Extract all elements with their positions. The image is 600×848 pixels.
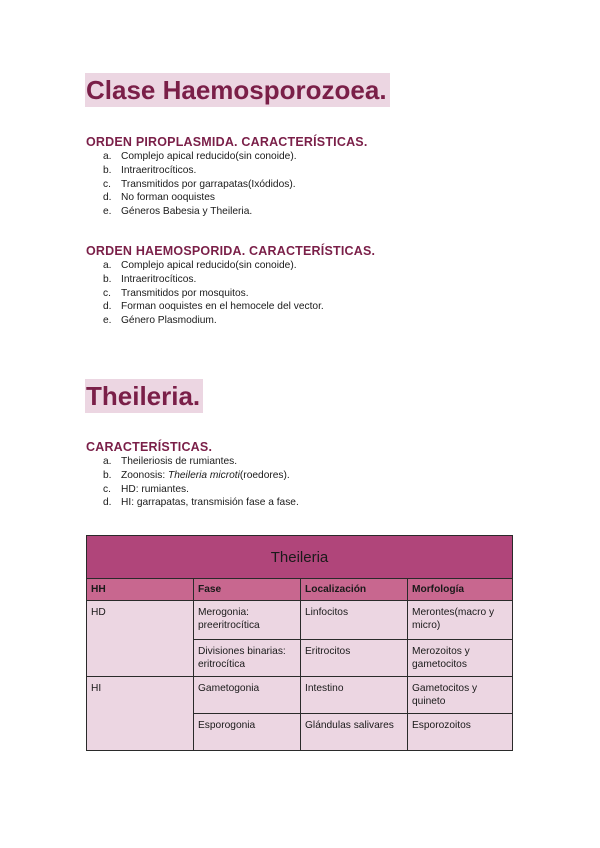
cell-morfologia: Merontes(macro y micro) [408, 601, 513, 640]
cell-morfologia: Esporozoitos [408, 714, 513, 751]
cell-fase: Gametogonia [194, 677, 301, 714]
title-clase-haemosporozoea: Clase Haemosporozoea. [85, 73, 390, 107]
table-row [87, 601, 513, 640]
cell-morfologia: Gametocitos y quineto [408, 677, 513, 714]
list-item: c. Transmitidos por mosquitos. [103, 287, 249, 299]
col-header-morfologia: Morfología [408, 579, 513, 601]
list-piroplasmida [86, 150, 297, 219]
list-item: b. Intraeritrocíticos. [103, 164, 197, 176]
list-item: d. HI: garrapatas, transmisión fase a fase. [103, 497, 299, 509]
cell-hh: HD [87, 601, 194, 677]
cell-localizacion: Glándulas salivares [301, 714, 408, 751]
list-item: a. Theileriosis de rumiantes. [103, 456, 238, 467]
list-item: d. Forman ooquistes en el hemocele del vector. [103, 301, 324, 313]
cell-localizacion: Intestino [301, 677, 408, 714]
col-header-fase: Fase [194, 579, 301, 601]
list-item: e. Géneros Babesia y Theileria. [103, 206, 253, 218]
list-item: c. HD: rumiantes. [103, 483, 189, 495]
heading-caracteristicas: CARACTERÍSTICAS. [86, 440, 213, 454]
list-item: c. Transmitidos por garrapatas(Ixódidos). [103, 178, 296, 190]
list-theileria [86, 455, 299, 510]
cell-localizacion: Linfocitos [301, 601, 408, 640]
list-item: d. No forman ooquistes [103, 192, 216, 204]
list-item: a. Complejo apical reducido(sin conoide). [103, 260, 297, 271]
theileria-table [86, 535, 513, 751]
italic-species-name: Theileria microti [168, 469, 240, 481]
cell-morfologia: Merozoitos y gametocitos [408, 640, 513, 677]
heading-orden-piroplasmida: ORDEN PIROPLASMIDA. CARACTERÍSTICAS. [86, 135, 368, 149]
table-title: Theileria [87, 536, 513, 579]
list-item: e. Género Plasmodium. [103, 315, 217, 327]
cell-fase: Esporogonia [194, 714, 301, 751]
cell-hh: HI [87, 677, 194, 751]
col-header-localizacion: Localización [301, 579, 408, 601]
cell-fase: Divisiones binarias: eritrocítica [194, 640, 301, 677]
list-haemosporida [86, 259, 324, 328]
col-header-hh: HH [87, 579, 194, 601]
cell-fase: Merogonia: preeritrocítica [194, 601, 301, 640]
cell-localizacion: Eritrocitos [301, 640, 408, 677]
list-item: b. Intraeritrocíticos. [103, 273, 197, 285]
table-row [87, 677, 513, 714]
heading-orden-haemosporida: ORDEN HAEMOSPORIDA. CARACTERÍSTICAS. [86, 244, 376, 258]
list-item: a. Complejo apical reducido(sin conoide). [103, 151, 297, 162]
table-header-row [87, 579, 513, 601]
title-theileria: Theileria. [85, 379, 203, 413]
list-item: b. Zoonosis: Theileria microti(roedores). [103, 469, 290, 481]
